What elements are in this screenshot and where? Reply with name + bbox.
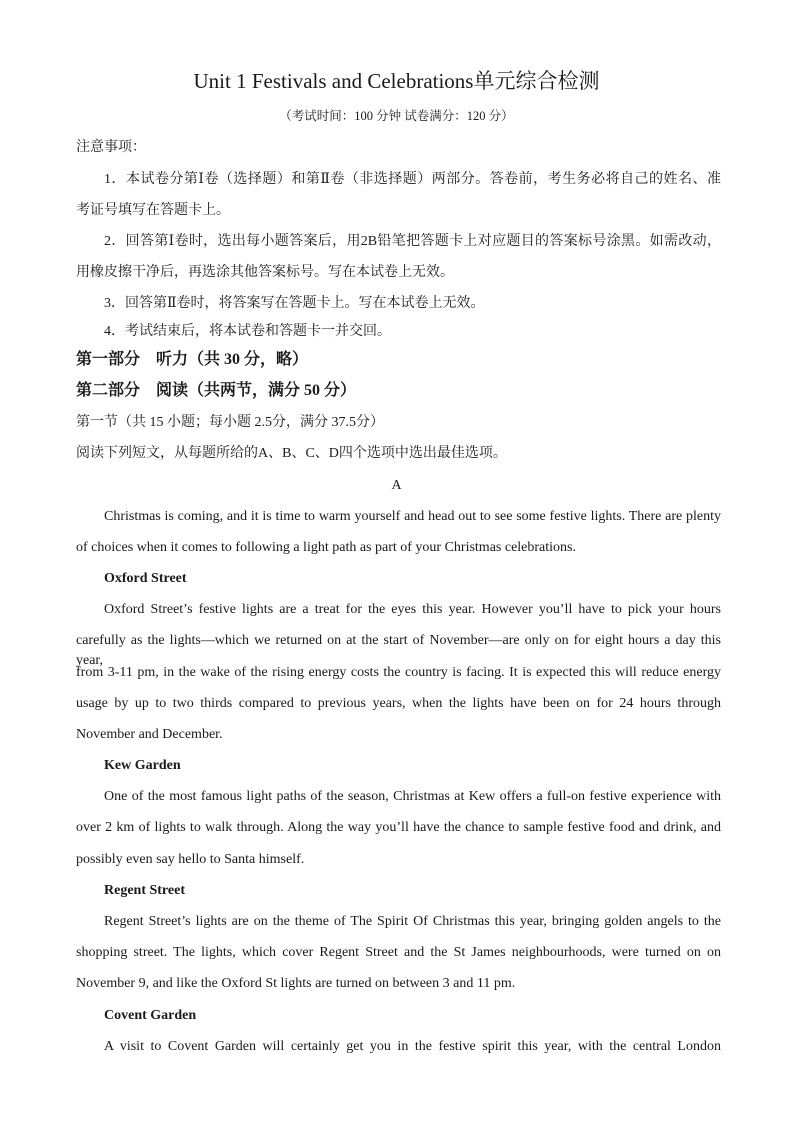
note-line: 考证号填写在答题卡上。 — [76, 203, 230, 218]
note-line: 2．回答第Ⅰ卷时，选出每小题答案后，用2B铅笔把答题卡上对应题目的答案标号涂黑。如需改动， — [104, 234, 721, 249]
passage-line: Regent Street’s lights are on the theme of The Spirit Of Christmas this year, bringing golden angels to the — [104, 914, 721, 929]
passage-line: shopping street. The lights, which cover Regent Street and the St James neighbourhoods, were turned on on — [76, 945, 721, 960]
exam-info: （考试时间：100 分钟 试卷满分：120 分） — [279, 109, 514, 123]
passage-label: A — [391, 478, 402, 493]
note-line: 用橡皮擦干净后，再选涂其他答案标号。写在本试卷上无效。 — [76, 265, 454, 280]
subheading-oxford: Oxford Street — [104, 571, 187, 586]
note-line: 3．回答第Ⅱ卷时，将答案写在答题卡上。写在本试卷上无效。 — [104, 296, 485, 311]
notes-heading: 注意事项： — [76, 140, 146, 155]
passage-line: One of the most famous light paths of the season, Christmas at Kew offers a full-on festive experience with — [104, 789, 721, 804]
note-line: 1．本试卷分第Ⅰ卷（选择题）和第Ⅱ卷（非选择题）两部分。答卷前，考生务必将自己的姓名、准 — [104, 172, 721, 187]
passage-line: carefully as the lights—which we returned on at the start of November—are only on for eight hours a day this year, — [76, 633, 721, 668]
note-line: 4．考试结束后，将本试卷和答题卡一并交回。 — [104, 324, 391, 339]
passage-line: November 9, and like the Oxford St lights are turned on between 3 and 11 pm. — [76, 976, 516, 991]
passage-line: over 2 km of lights to walk through. Along the way you’ll have the chance to sample festive food and drink, and — [76, 820, 721, 835]
section-1-heading: 第一节（共 15 小题；每小题 2.5分，满分 37.5分） — [76, 415, 384, 430]
passage-line: A visit to Covent Garden will certainly get you in the festive spirit this year, with the central London — [104, 1039, 721, 1054]
instruction: 阅读下列短文，从每题所给的A、B、C、D四个选项中选出最佳选项。 — [76, 446, 507, 461]
passage-line: Oxford Street’s festive lights are a treat for the eyes this year. However you’ll have to pick your hours — [104, 602, 721, 617]
passage-line: possibly even say hello to Santa himself. — [76, 852, 305, 867]
passage-line: from 3-11 pm, in the wake of the rising energy costs the country is facing. It is expected this will reduce energy — [76, 665, 721, 680]
passage-line: November and December. — [76, 727, 223, 742]
part-1-heading: 第一部分 听力（共 30 分，略） — [76, 351, 309, 368]
subheading-covent: Covent Garden — [104, 1008, 197, 1023]
passage-line: usage by up to two thirds compared to previous years, when the lights have been on for 24 hours through — [76, 696, 721, 711]
passage-line: of choices when it comes to following a light path as part of your Christmas celebrations. — [76, 540, 576, 555]
passage-line: Christmas is coming, and it is time to warm yourself and head out to see some festive lights. There are plenty — [104, 509, 721, 524]
part-2-heading: 第二部分 阅读（共两节，满分 50 分） — [76, 382, 357, 399]
subheading-regent: Regent Street — [104, 883, 185, 898]
subheading-kew: Kew Garden — [104, 758, 181, 773]
page-title: Unit 1 Festivals and Celebrations单元综合检测 — [193, 69, 600, 93]
